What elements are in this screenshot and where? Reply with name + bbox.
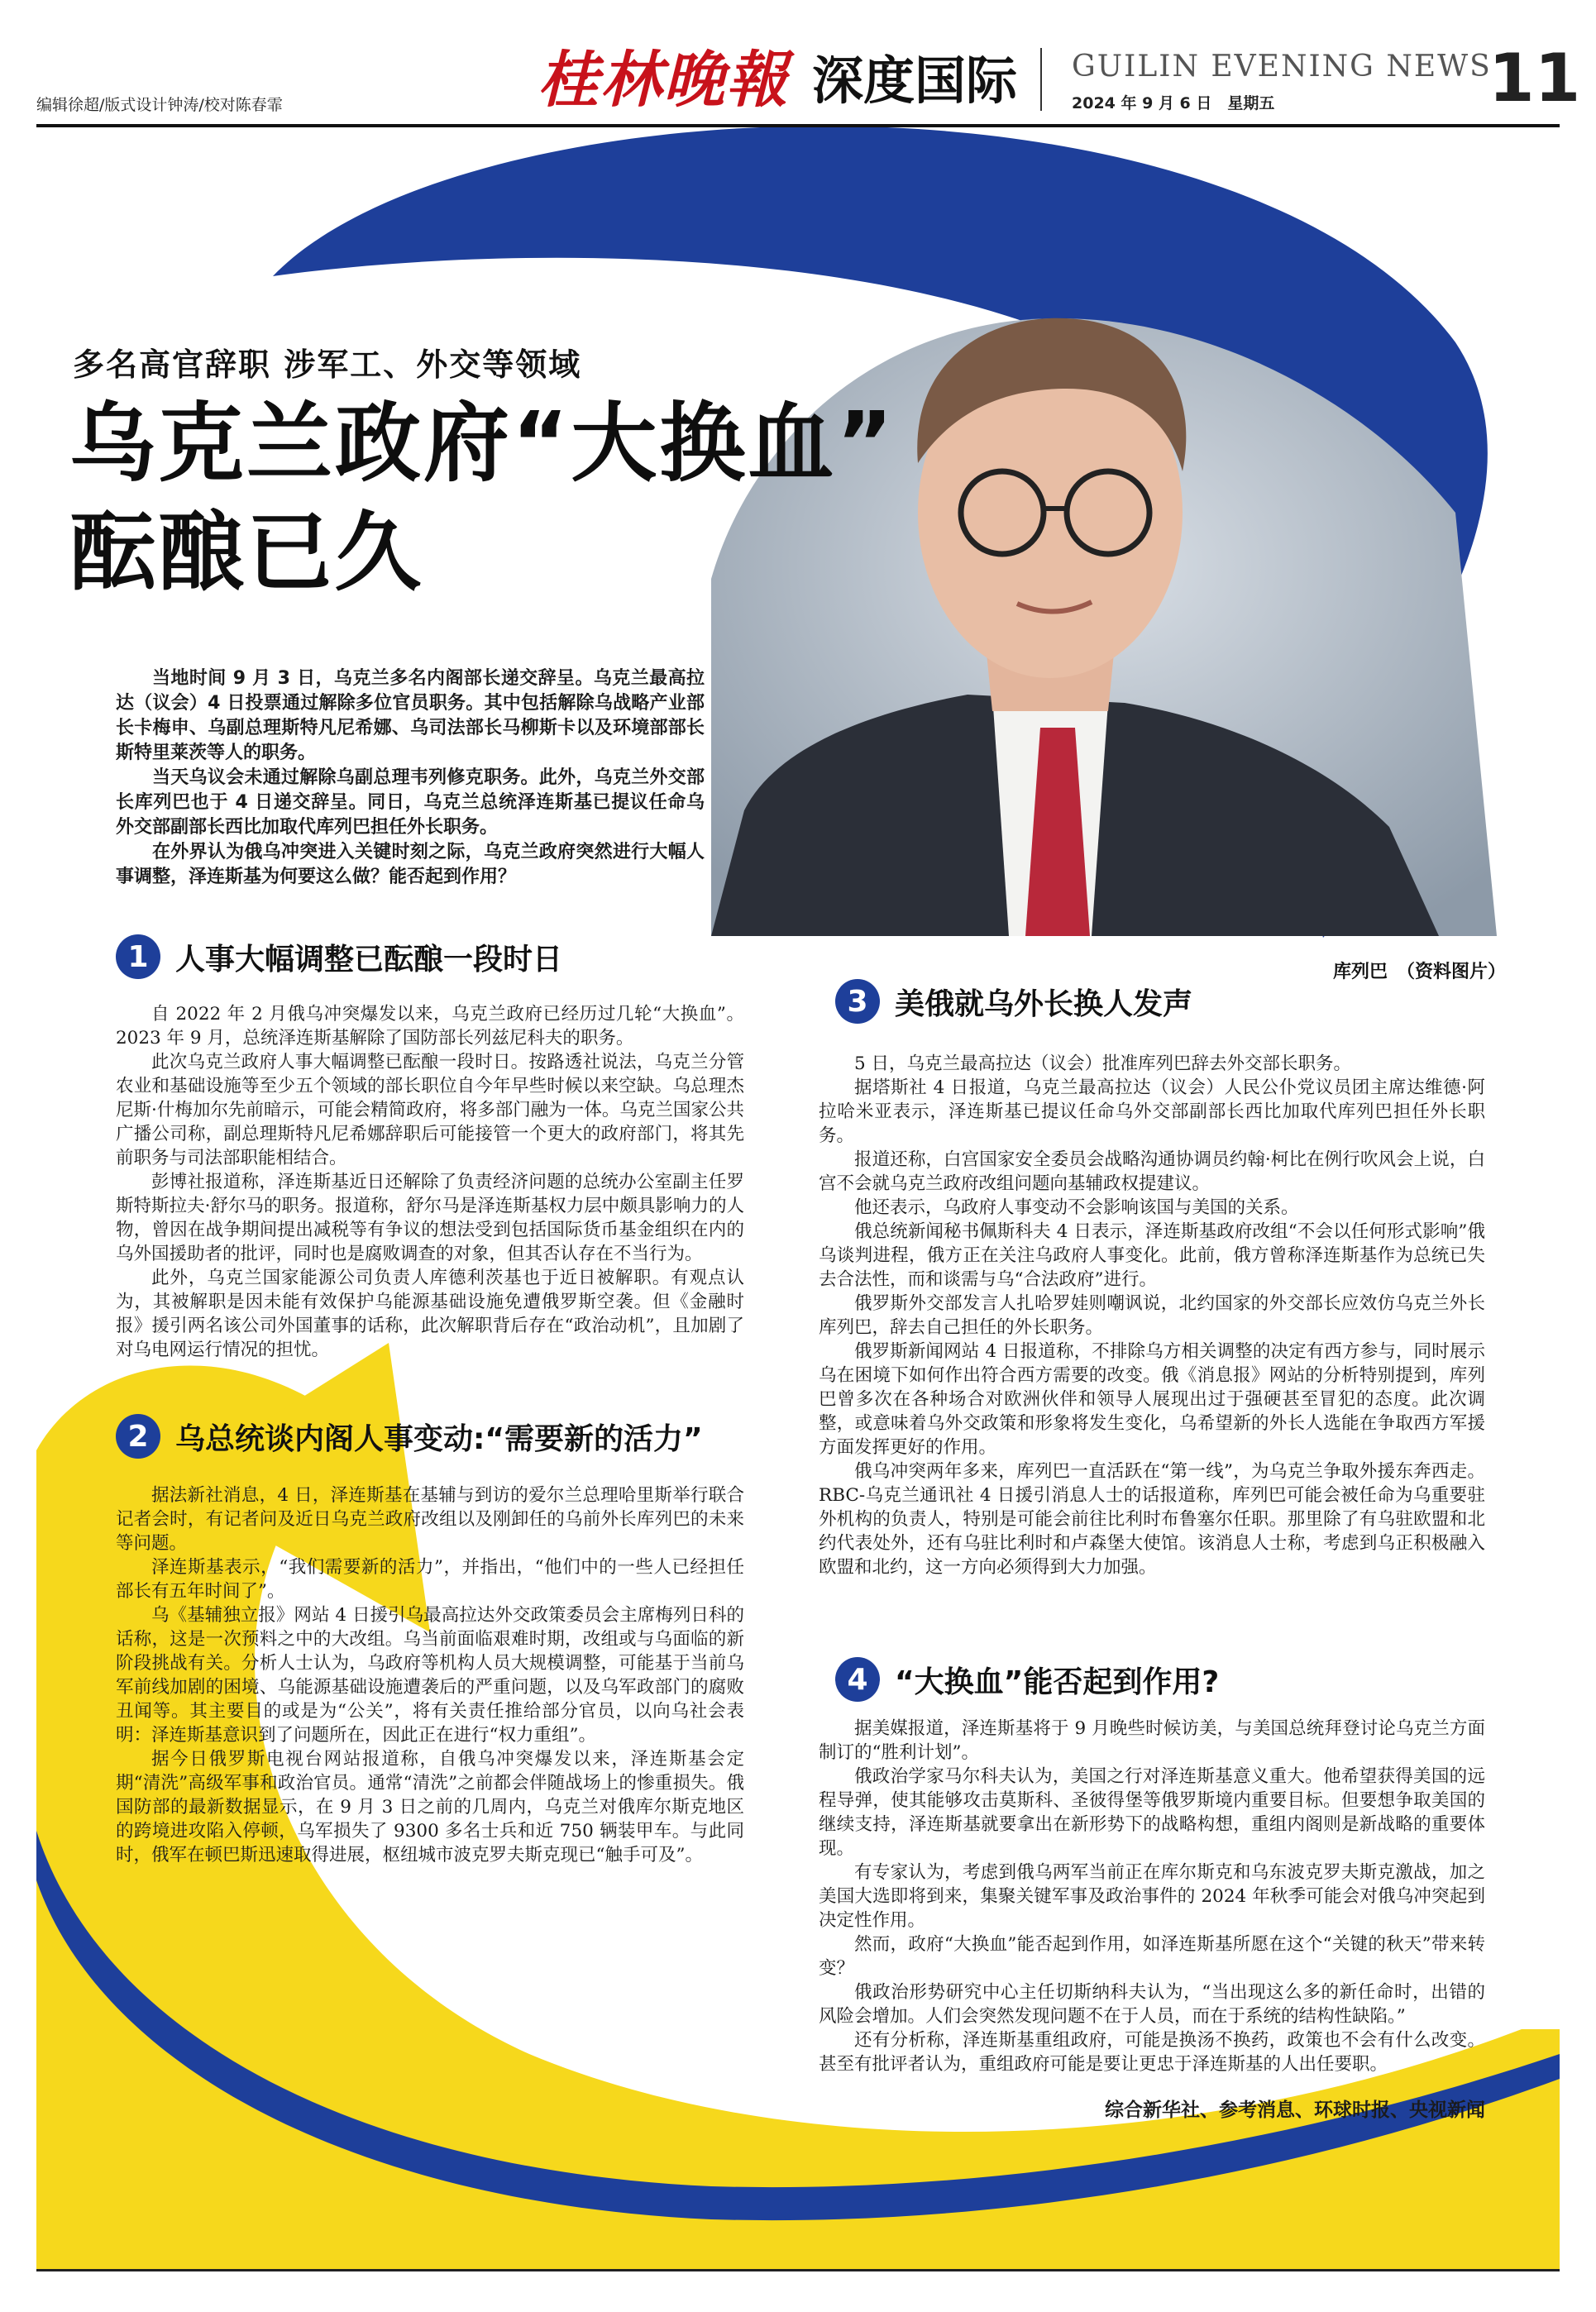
body-paragraph: 据今日俄罗斯电视台网站报道称，自俄乌冲突爆发以来，泽连斯基会定期“清洗”高级军事和政治官员。通常“清洗”之前都会伴随战场上的惨重损失。俄国防部的最新数据显示，在 9 月 3 日之前的几周内，乌克兰对俄库尔斯克地区的跨境进攻陷入停顿，乌军损失了 9300 多名士兵和近 750 辆装甲车。与此同时，俄军在顿巴斯迅速取得进展，枢纽城市波克罗夫斯克现已“触手可及”。 [116, 1749, 744, 1865]
body-paragraph: 俄政治学家马尔科夫认为，美国之行对泽连斯基意义重大。他希望获得美国的远程导弹，使其能够攻击莫斯科、圣彼得堡等俄罗斯境内重要目标。但要想争取美国的继续支持，泽连斯基就要拿出在新形势下的战略构想，重组内阁则是新战略的重要体现。 [819, 1766, 1485, 1859]
body-paragraph: 泽连斯基表示，“我们需要新的活力”，并指出，“他们中的一些人已经担任部长有五年时间了”。 [116, 1557, 744, 1602]
body-paragraph: 俄罗斯外交部发言人扎哈罗娃则嘲讽说，北约国家的外交部长应效仿乌克兰外长库列巴，辞去自己担任的外长职务。 [819, 1293, 1485, 1338]
section-4-heading [835, 1657, 1485, 1702]
photo-caption: 库列巴 （资料图片） [1333, 962, 1507, 982]
headline-title [69, 389, 896, 607]
section-4-body [819, 1717, 1485, 2076]
lead-paragraph: 当地时间 9 月 3 日，乌克兰多名内阁部长递交辞呈。乌克兰最高拉达（议会）4 日投票通过解除多位官员职务。其中包括解除乌战略产业部长卡梅申、乌副总理斯特凡尼希娜、乌司法部长马柳斯卡以及环境部部长斯特里莱茨等人的职务。 [116, 668, 705, 763]
english-name: GUILIN EVENING NEWS [1072, 50, 1492, 84]
body-paragraph: 还有分析称，泽连斯基重组政府，可能是换汤不换药，政策也不会有什么改变。甚至有批评者认为，重组政府可能是要让更忠于泽连斯基的人出任要职。 [819, 2030, 1485, 2075]
section-title: 人事大幅调整已酝酿一段时日 [175, 942, 563, 977]
body-paragraph: 俄罗斯新闻网站 4 日报道称，不排除乌方相关调整的决定有西方参与，同时展示乌在困境下如何作出符合西方需要的改变。俄《消息报》网站的分析特别提到，库列巴曾多次在各种场合对欧洲伙伴和领导人展现出过于强硬甚至冒犯的态度。此次调整，或意味着乌外交政策和形象将发生变化，乌希望新的外长人选能在争取西方军援方面发挥更好的作用。 [819, 1341, 1485, 1458]
body-paragraph: 彭博社报道称，泽连斯基近日还解除了负责经济问题的总统办公室副主任罗斯特斯拉夫·舒尔马的职务。报道称，舒尔马是泽连斯基权力层中颇具影响力的人物，曾因在战争期间提出减税等有争议的想法受到包括国际货币基金组织在内的乌外国援助者的批评，同时也是腐败调查的对象，但其否认存在不当行为。 [116, 1172, 744, 1264]
section-title: 美俄就乌外长换人发声 [895, 986, 1193, 1021]
section-title: 乌总统谈内阁人事变动:“需要新的活力” [175, 1421, 703, 1456]
body-paragraph: 他还表示，乌政府人事变动不会影响该国与美国的关系。 [854, 1197, 1299, 1218]
section-3-heading [835, 979, 1192, 1024]
section-number-badge: 2 [116, 1414, 160, 1459]
section-1-body [116, 1002, 744, 1362]
issue-date: 2024 年 9 月 6 日 星期五 [1072, 94, 1275, 112]
body-paragraph: 俄政治形势研究中心主任切斯纳科夫认为，“当出现这么多的新任命时，出错的风险会增加。人们会突然发现问题不在于人员，而在于系统的结构性缺陷。” [819, 1982, 1485, 2027]
body-paragraph: 据美媒报道，泽连斯基将于 9 月晚些时候访美，与美国总统拜登讨论乌克兰方面制订的“胜利计划”。 [819, 1718, 1485, 1763]
section-number-badge: 1 [116, 934, 160, 979]
bottom-rule [36, 2269, 1560, 2271]
body-paragraph: 有专家认为，考虑到俄乌两军当前正在库尔斯克和乌东波克罗夫斯克激战，加之美国大选即将到来，集聚关键军事及政治事件的 2024 年秋季可能会对俄乌冲突起到决定性作用。 [819, 1862, 1485, 1931]
section-3-body [819, 1052, 1485, 1579]
headline-line-2: 酝酿已久 [69, 502, 424, 603]
body-paragraph: 此外，乌克兰国家能源公司负责人库德利茨基也于近日被解职。有观点认为，其被解职是因未能有效保护乌能源基础设施免遭俄罗斯空袭。但《金融时报》援引两名该公司外国董事的话称，此次解职背后存在“政治动机”，且加剧了对乌电网运行情况的担忧。 [116, 1268, 744, 1360]
headline-kicker: 多名高官辞职 涉军工、外交等领域 [73, 346, 582, 383]
section-2-heading [116, 1414, 703, 1459]
news-sources: 综合新华社、参考消息、环球时报、央视新闻 [1105, 2099, 1485, 2121]
body-paragraph: 此次乌克兰政府人事大幅调整已酝酿一段时日。按路透社说法，乌克兰分管农业和基础设施等至少五个领域的部长职位自今年早些时候以来空缺。乌总理杰尼斯·什梅加尔先前暗示，可能会精简政府，将多部门融为一体。乌克兰国家公共广播公司称，副总理斯特凡尼希娜辞职后可能接管一个更大的政府部门，将其先前职务与司法部职能相结合。 [116, 1052, 744, 1168]
newspaper-logo: 桂林晚報 [538, 45, 789, 116]
section-2-body [116, 1483, 744, 1867]
body-paragraph: 然而，政府“大换血”能否起到作用，如泽连斯基所愿在这个“关键的秋天”带来转变？ [819, 1934, 1485, 1979]
editor-credits: 编辑徐超/版式设计钟涛/校对陈春霏 [36, 96, 283, 114]
body-paragraph: 俄总统新闻秘书佩斯科夫 4 日表示，泽连斯基政府改组“不会以任何形式影响”俄乌谈判进程，俄方正在关注乌政府人事变化。此前，俄方曾称泽连斯基作为总统已失去合法性，而和谈需与乌“合法政府”进行。 [819, 1221, 1485, 1290]
body-paragraph: 俄乌冲突两年多来，库列巴一直活跃在“第一线”，为乌克兰争取外援东奔西走。RBC-乌克兰通讯社 4 日援引消息人士的话报道称，库列巴可能会被任命为乌重要驻外机构的负责人，特别是可能会前往比利时布鲁塞尔任职。那里除了有乌驻欧盟和北约代表处外，还有乌驻比利时和卢森堡大使馆。该消息人士称，考虑到乌正积极融入欧盟和北约，这一方向必须得到大力加强。 [819, 1461, 1485, 1578]
body-paragraph: 5 日，乌克兰最高拉达（议会）批准库列巴辞去外交部长职务。 [854, 1053, 1352, 1074]
section-title: “大换血”能否起到作用? [895, 1665, 1220, 1699]
body-paragraph: 自 2022 年 2 月俄乌冲突爆发以来，乌克兰政府已经历过几轮“大换血”。2023 年 9 月，总统泽连斯基解除了国防部长列兹尼科夫的职务。 [116, 1004, 744, 1049]
section-number-badge: 4 [835, 1657, 880, 1702]
lead-paragraphs [116, 666, 705, 890]
body-paragraph: 据塔斯社 4 日报道，乌克兰最高拉达（议会）人民公仆党议员团主席达维德·阿拉哈米亚表示，泽连斯基已提议任命乌外交部副部长西比加取代库列巴担任外长职务。 [819, 1077, 1485, 1146]
body-paragraph: 乌《基辅独立报》网站 4 日援引乌最高拉达外交政策委员会主席梅列日科的话称，这是一次预料之中的大改组。乌当前面临艰难时期，改组或与乌面临的新阶段挑战有关。分析人士认为，乌政府等机构人员大规模调整，可能基于当前乌军前线加剧的困境、乌能源基础设施遭袭后的严重问题，以及乌军政部门的腐败丑闻等。其主要目的或是为“公关”，将有关责任推给部分官员，以向乌社会表明：泽连斯基意识到了问题所在，因此正在进行“权力重组”。 [116, 1605, 744, 1746]
headline-line-1: 乌克兰政府“大换血” [69, 393, 896, 494]
section-1-heading [116, 934, 562, 979]
lead-paragraph: 在外界认为俄乌冲突进入关键时刻之际，乌克兰政府突然进行大幅人事调整，泽连斯基为何要这么做？能否起到作用？ [116, 842, 705, 887]
section-name: 深度国际 [812, 50, 1018, 111]
page-number: 11 [1488, 40, 1581, 117]
lead-paragraph: 当天乌议会未通过解除乌副总理韦列修克职务。此外，乌克兰外交部长库列巴也于 4 日递交辞呈。同日，乌克兰总统泽连斯基已提议任命乌外交部副部长西比加取代库列巴担任外长职务。 [116, 767, 705, 838]
body-paragraph: 据法新社消息，4 日，泽连斯基在基辅与到访的爱尔兰总理哈里斯举行联合记者会时，有记者问及近日乌克兰政府改组以及刚卸任的乌前外长库列巴的未来等问题。 [116, 1485, 744, 1554]
section-4-wrapper [819, 1662, 1485, 2122]
section-number-badge: 3 [835, 979, 880, 1024]
body-paragraph: 报道还称，白宫国家安全委员会战略沟通协调员约翰·柯比在例行吹风会上说，白宫不会就乌克兰政府改组问题向基辅政权提建议。 [819, 1149, 1485, 1194]
